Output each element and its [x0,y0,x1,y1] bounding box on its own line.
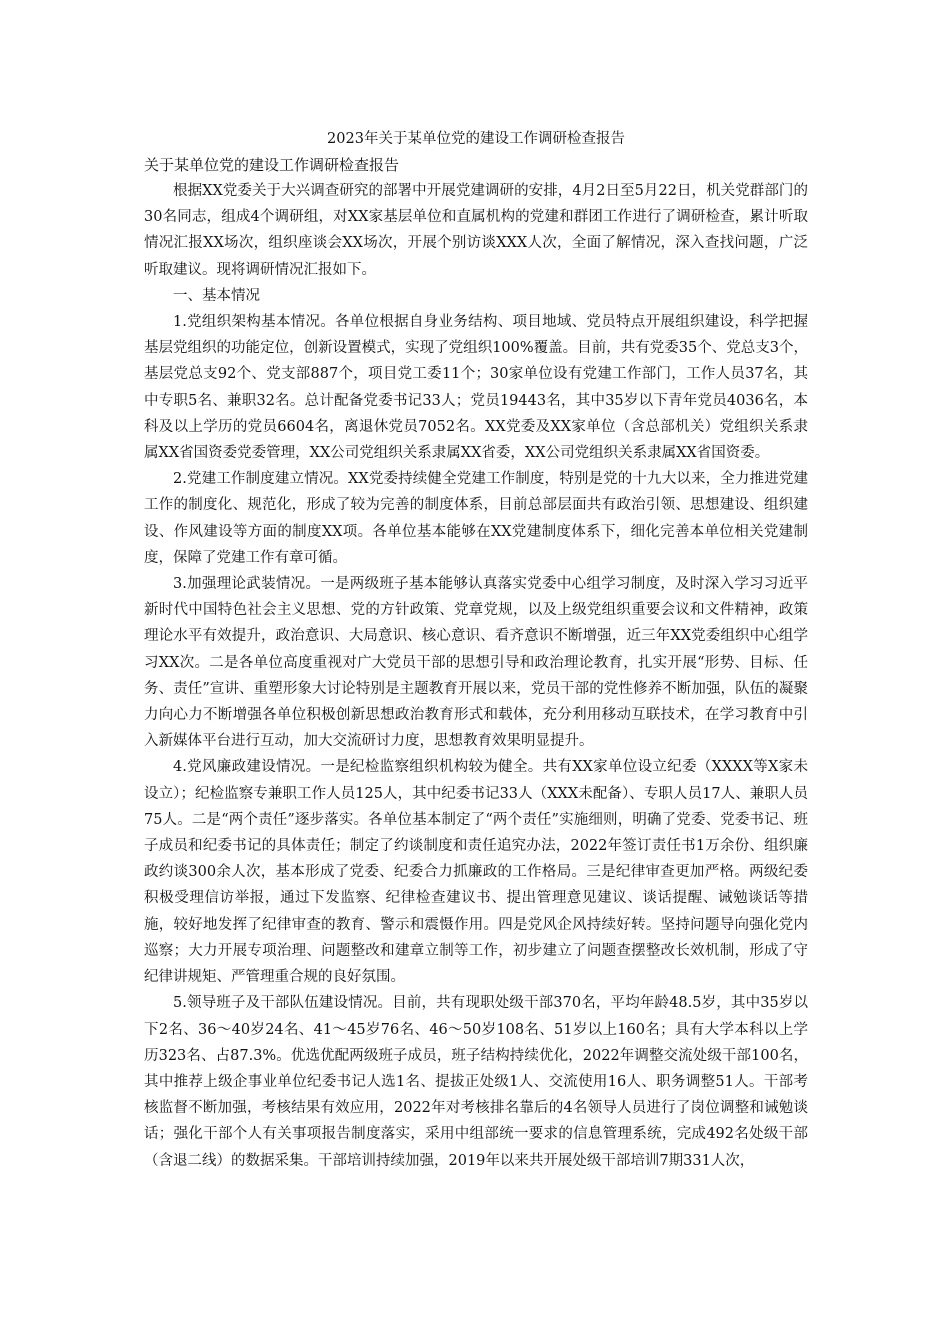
document-page [144,126,808,1174]
paragraph-leadership-cadre-building: 5.领导班子及干部队伍建设情况。目前，共有现职处级干部370名，平均年龄48.5岁，其中35岁以下2名、36～40岁24名、41～45岁76名、46～50岁108名、51岁以上160名；具有大学本科以上学历323名、占87.3%。优选优配两级班子成员，班子结构持续优化，2022年调整交流处级干部100名，其中推荐上级企事业单位纪委书记人选1名、提拔正处级1人、交流使用16人、职务调整51人。干部考核监督不断加强，考核结果有效应用，2022年对考核排名靠后的4名领导人员进行了岗位调整和诫勉谈话；强化干部个人有关事项报告制度落实，采用中组部统一要求的信息管理系统，完成492名处级干部（含退二线）的数据采集。干部培训持续加强，2019年以来共开展处级干部培训7期331人次， [144,995,808,1169]
intro-paragraph: 根据XX党委关于大兴调查研究的部署中开展党建调研的安排，4月2日至5月22日，机关党群部门的30名同志，组成4个调研组，对XX家基层单位和直属机构的党建和群团工作进行了调研检查，累计听取情况汇报XX场次，组织座谈会XX场次，开展个别访谈XXX人次，全面了解情况，深入查找问题，广泛听取建议。现将调研情况汇报如下。 [144,183,808,278]
paragraph-integrity-building: 4.党风廉政建设情况。一是纪检监察组织机构较为健全。共有XX家单位设立纪委（XXXX等X家未设立）；纪检监察专兼职工作人员125人，其中纪委书记33人（XXX未配备）、专职人员17人、兼职人员75人。二是“两个责任”逐步落实。各单位基本制定了“两个责任”实施细则，明确了党委、党委书记、班子成员和纪委书记的具体责任；制定了约谈制度和责任追究办法，2022年签订责任书1万余份、组织廉政约谈300余人次，基本形成了党委、纪委合力抓廉政的工作格局。三是纪律审查更加严格。两级纪委积极受理信访举报，通过下发监察、纪律检查建议书、提出管理意见建议、谈话提醒、诫勉谈话等措施，较好地发挥了纪律审查的教育、警示和震慑作用。四是党风企风持续好转。坚持问题导向强化党内巡察；大力开展专项治理、问题整改和建章立制等工作，初步建立了问题查摆整改长效机制，形成了守纪律讲规矩、严管理重合规的良好氛围。 [144,759,808,986]
section-heading-basic-situation: 一、基本情况 [173,287,260,304]
paragraph-theory-study: 3.加强理论武装情况。一是两级班子基本能够认真落实党委中心组学习制度，及时深入学习习近平新时代中国特色社会主义思想、党的方针政策、党章党规，以及上级党组织重要会议和文件精神，政策理论水平有效提升，政治意识、大局意识、核心意识、看齐意识不断增强，近三年XX党委组织中心组学习XX次。二是各单位高度重视对广大党员干部的思想引导和政治理论教育，扎实开展“形势、目标、任务、责任”宣讲、重塑形象大讨论特别是主题教育开展以来，党员干部的党性修养不断加强，队伍的凝聚力向心力不断增强各单位积极创新思想政治教育形式和载体，充分利用移动互联技术，在学习教育中引入新媒体平台进行互动，加大交流研讨力度，思想教育效果明显提升。 [144,576,808,750]
paragraph-party-organization-structure: 1.党组织架构基本情况。各单位根据自身业务结构、项目地域、党员特点开展组织建设，科学把握基层党组织的功能定位，创新设置模式，实现了党组织100%覆盖。目前，共有党委35个、党总支3个，基层党总支92个、党支部887个，项目党工委11个；30家单位设有党建工作部门，工作人员37名，其中专职5名、兼职32名。总计配备党委书记33人；党员19443名，其中35岁以下青年党员4036名，本科及以上学历的党员6604名，离退休党员7052名。XX党委及XX家单位（含总部机关）党组织关系隶属XX省国资委党委管理，XX公司党组织关系隶属XX省委，XX公司党组织关系隶属XX省国资委。 [144,314,808,462]
paragraph-party-building-system: 2.党建工作制度建立情况。XX党委持续健全党建工作制度，特别是党的十九大以来，全力推进党建工作的制度化、规范化，形成了较为完善的制度体系，目前总部层面共有政治引领、思想建设、组织建设、作风建设等方面的制度XX项。各单位基本能够在XX党建制度体系下，细化完善本单位相关党建制度，保障了党建工作有章可循。 [144,471,808,566]
document-title: 2023年关于某单位党的建设工作调研检查报告 [327,131,625,147]
document-subtitle: 关于某单位党的建设工作调研检查报告 [144,156,400,174]
